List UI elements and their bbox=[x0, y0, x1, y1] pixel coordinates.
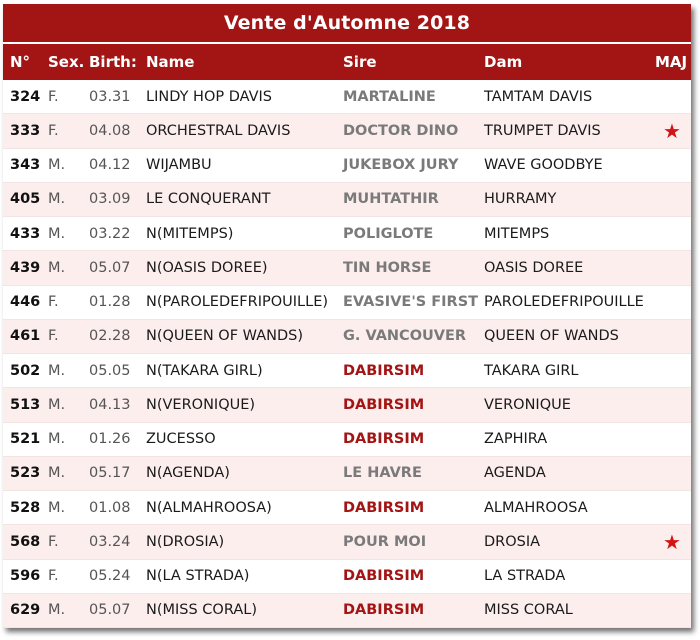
birth-cell: 03.22 bbox=[89, 225, 131, 242]
dam-cell: ZAPHIRA bbox=[484, 431, 548, 448]
dam-cell: AGENDA bbox=[484, 465, 546, 482]
sire-cell: DABIRSIM bbox=[343, 568, 425, 585]
dam-cell: MISS CORAL bbox=[484, 602, 573, 619]
lot-number: 513 bbox=[10, 396, 41, 413]
dam-cell: QUEEN OF WANDS bbox=[484, 328, 619, 345]
birth-cell: 04.13 bbox=[89, 396, 131, 413]
birth-cell: 05.07 bbox=[89, 602, 131, 619]
dam-cell: ALMAHROOSA bbox=[484, 499, 588, 516]
name-cell: ZUCESSO bbox=[146, 431, 216, 448]
table-title: Vente d'Automne 2018 bbox=[3, 4, 691, 44]
table-row bbox=[3, 388, 691, 422]
birth-cell: 04.12 bbox=[89, 157, 131, 174]
table-row bbox=[3, 491, 691, 525]
dam-cell: PAROLEDEFRIPOUILLE bbox=[484, 294, 644, 311]
lot-number: 433 bbox=[10, 225, 41, 242]
lot-number: 528 bbox=[10, 499, 41, 516]
name-cell: ORCHESTRAL DAVIS bbox=[146, 122, 291, 139]
dam-cell: LA STRADA bbox=[484, 568, 566, 585]
name-cell: LINDY HOP DAVIS bbox=[146, 88, 273, 105]
sex-cell: M. bbox=[48, 225, 66, 242]
name-cell: N(MITEMPS) bbox=[146, 225, 234, 242]
table-row bbox=[3, 560, 691, 594]
header-sex: Sex. bbox=[48, 53, 85, 71]
sire-cell: LE HAVRE bbox=[343, 465, 422, 482]
header-maj: MAJ bbox=[655, 53, 688, 71]
name-cell: N(AGENDA) bbox=[146, 465, 230, 482]
table-row bbox=[3, 423, 691, 457]
dam-cell: VERONIQUE bbox=[484, 396, 571, 413]
dam-cell: OASIS DOREE bbox=[484, 259, 584, 276]
sire-cell: JUKEBOX JURY bbox=[343, 157, 459, 174]
lot-number: 629 bbox=[10, 602, 41, 619]
birth-cell: 05.05 bbox=[89, 362, 131, 379]
sex-cell: F. bbox=[48, 122, 59, 139]
name-cell: N(LA STRADA) bbox=[146, 568, 250, 585]
sire-cell: DABIRSIM bbox=[343, 499, 425, 516]
sire-cell: DOCTOR DINO bbox=[343, 122, 459, 139]
sex-cell: M. bbox=[48, 259, 66, 276]
sire-cell: TIN HORSE bbox=[343, 259, 432, 276]
table-row bbox=[3, 217, 691, 251]
sex-cell: F. bbox=[48, 328, 59, 345]
birth-cell: 03.09 bbox=[89, 191, 131, 208]
lot-number: 523 bbox=[10, 465, 41, 482]
name-cell: N(OASIS DOREE) bbox=[146, 259, 268, 276]
name-cell: N(PAROLEDEFRIPOUILLE) bbox=[146, 294, 329, 311]
sire-cell: DABIRSIM bbox=[343, 396, 425, 413]
sex-cell: F. bbox=[48, 533, 59, 550]
sex-cell: M. bbox=[48, 191, 66, 208]
table-row bbox=[3, 80, 691, 114]
birth-cell: 01.26 bbox=[89, 431, 131, 448]
dam-cell: MITEMPS bbox=[484, 225, 550, 242]
table-row bbox=[3, 457, 691, 491]
sex-cell: M. bbox=[48, 362, 66, 379]
sire-cell: POLIGLOTE bbox=[343, 225, 434, 242]
table-row bbox=[3, 251, 691, 285]
name-cell: LE CONQUERANT bbox=[146, 191, 271, 208]
table-row bbox=[3, 183, 691, 217]
lot-number: 461 bbox=[10, 328, 41, 345]
sex-cell: M. bbox=[48, 396, 66, 413]
birth-cell: 04.08 bbox=[89, 122, 131, 139]
sex-cell: M. bbox=[48, 157, 66, 174]
name-cell: N(MISS CORAL) bbox=[146, 602, 257, 619]
birth-cell: 05.17 bbox=[89, 465, 131, 482]
name-cell: N(VERONIQUE) bbox=[146, 396, 256, 413]
lot-number: 439 bbox=[10, 259, 41, 276]
lot-number: 596 bbox=[10, 568, 41, 585]
lot-number: 521 bbox=[10, 431, 41, 448]
table-row bbox=[3, 149, 691, 183]
sire-cell: EVASIVE'S FIRST bbox=[343, 294, 479, 311]
lot-number: 568 bbox=[10, 533, 41, 550]
table-row bbox=[3, 320, 691, 354]
lot-number: 446 bbox=[10, 294, 41, 311]
sire-cell: DABIRSIM bbox=[343, 431, 425, 448]
dam-cell: TAMTAM DAVIS bbox=[484, 88, 593, 105]
dam-cell: TRUMPET DAVIS bbox=[484, 122, 601, 139]
sire-cell: POUR MOI bbox=[343, 533, 427, 550]
header-birth: Birth: bbox=[89, 53, 137, 71]
sire-cell: G. VANCOUVER bbox=[343, 328, 467, 345]
table-row bbox=[3, 286, 691, 320]
star-icon: ★ bbox=[663, 529, 681, 554]
star-icon: ★ bbox=[663, 118, 681, 143]
sex-cell: M. bbox=[48, 499, 66, 516]
lot-number: 502 bbox=[10, 362, 41, 379]
lot-number: 343 bbox=[10, 157, 41, 174]
dam-cell: HURRAMY bbox=[484, 191, 557, 208]
header-dam: Dam bbox=[484, 53, 523, 71]
sire-cell: MUHTATHIR bbox=[343, 191, 439, 208]
sex-cell: M. bbox=[48, 465, 66, 482]
sale-table bbox=[3, 4, 691, 628]
sex-cell: F. bbox=[48, 568, 59, 585]
header-number: N° bbox=[10, 53, 31, 71]
birth-cell: 05.07 bbox=[89, 259, 131, 276]
sex-cell: M. bbox=[48, 602, 66, 619]
lot-number: 333 bbox=[10, 122, 41, 139]
header-row bbox=[3, 44, 691, 80]
sex-cell: F. bbox=[48, 88, 59, 105]
dam-cell: TAKARA GIRL bbox=[484, 362, 579, 379]
lot-number: 405 bbox=[10, 191, 41, 208]
birth-cell: 03.24 bbox=[89, 533, 131, 550]
table-row bbox=[3, 594, 691, 628]
name-cell: WIJAMBU bbox=[146, 157, 212, 174]
table-row bbox=[3, 354, 691, 388]
birth-cell: 02.28 bbox=[89, 328, 131, 345]
name-cell: N(QUEEN OF WANDS) bbox=[146, 328, 304, 345]
name-cell: N(TAKARA GIRL) bbox=[146, 362, 263, 379]
header-name: Name bbox=[146, 53, 195, 71]
sire-cell: MARTALINE bbox=[343, 88, 436, 105]
name-cell: N(DROSIA) bbox=[146, 533, 225, 550]
table-row bbox=[3, 114, 691, 148]
birth-cell: 05.24 bbox=[89, 568, 131, 585]
birth-cell: 03.31 bbox=[89, 88, 131, 105]
table-row bbox=[3, 525, 691, 559]
dam-cell: DROSIA bbox=[484, 533, 541, 550]
birth-cell: 01.28 bbox=[89, 294, 131, 311]
sire-cell: DABIRSIM bbox=[343, 362, 425, 379]
name-cell: N(ALMAHROOSA) bbox=[146, 499, 272, 516]
sex-cell: M. bbox=[48, 431, 66, 448]
dam-cell: WAVE GOODBYE bbox=[484, 157, 603, 174]
lot-number: 324 bbox=[10, 88, 41, 105]
header-sire: Sire bbox=[343, 53, 377, 71]
sire-cell: DABIRSIM bbox=[343, 602, 425, 619]
table-body bbox=[3, 80, 691, 628]
sex-cell: F. bbox=[48, 294, 59, 311]
birth-cell: 01.08 bbox=[89, 499, 131, 516]
